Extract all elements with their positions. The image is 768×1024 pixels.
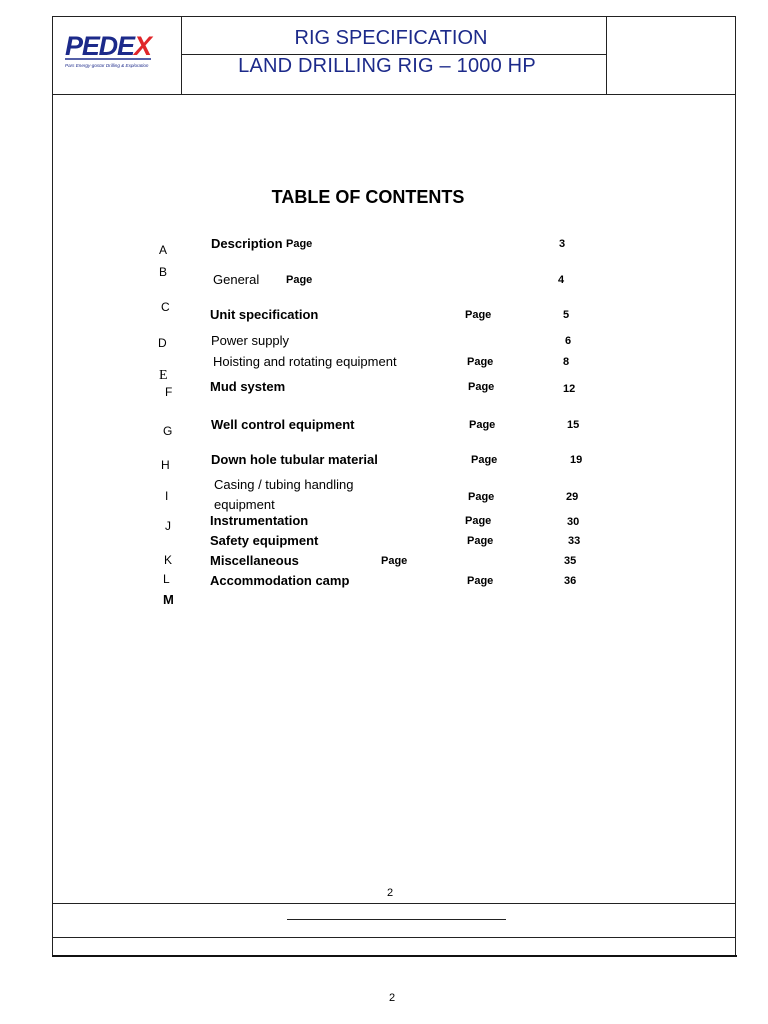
toc-page-word: Page bbox=[471, 454, 498, 466]
toc-section-letter: J bbox=[165, 519, 171, 533]
toc-page-number: 35 bbox=[564, 555, 577, 567]
toc-section-letter: H bbox=[161, 458, 170, 472]
toc-section-letter: F bbox=[165, 385, 173, 399]
toc-page-number: 6 bbox=[565, 335, 572, 347]
page-frame bbox=[52, 16, 736, 956]
document-title: RIG SPECIFICATION bbox=[294, 27, 488, 49]
toc-section-letter: B bbox=[159, 265, 168, 279]
toc-entry-label: Down hole tubular material bbox=[211, 452, 378, 467]
toc-section-letter: C bbox=[161, 300, 170, 314]
toc-page-word: Page bbox=[467, 356, 494, 368]
toc-entry-label: Miscellaneous bbox=[210, 553, 299, 568]
toc-page-number: 4 bbox=[558, 274, 565, 286]
toc-entry-label: Well control equipment bbox=[211, 417, 355, 432]
toc-section-letter: D bbox=[158, 336, 167, 350]
toc-page-number: 3 bbox=[559, 238, 566, 250]
toc-section-letter: E bbox=[159, 368, 168, 383]
toc-entry-label: Instrumentation bbox=[210, 513, 309, 528]
toc-page-number: 36 bbox=[564, 575, 577, 587]
frame-bottom-rule bbox=[52, 955, 737, 957]
toc-page-number: 5 bbox=[563, 309, 570, 321]
toc-page-number: 33 bbox=[568, 535, 581, 547]
toc-page-number: 15 bbox=[567, 419, 580, 431]
toc-section-letter: A bbox=[159, 243, 168, 257]
toc-entry-label: Mud system bbox=[210, 379, 286, 394]
toc-entry-label-continued: equipment bbox=[214, 497, 275, 512]
toc-section-letter: K bbox=[164, 553, 173, 567]
toc-page-number: 8 bbox=[563, 356, 570, 368]
toc-page-number: 12 bbox=[563, 383, 576, 395]
toc-page-number: 30 bbox=[567, 516, 580, 528]
toc-section-letter: L bbox=[163, 572, 170, 586]
title-cell bbox=[181, 17, 606, 94]
toc-section-letter: G bbox=[163, 424, 173, 438]
toc-entry-label: Hoisting and rotating equipment bbox=[213, 354, 397, 369]
toc-page-word: Page bbox=[469, 419, 496, 431]
toc-page-word: Page bbox=[467, 575, 494, 587]
toc-entry-label: Safety equipment bbox=[210, 533, 319, 548]
signature-line bbox=[287, 919, 506, 920]
toc-page-number: 29 bbox=[566, 491, 579, 503]
toc-page-number: 19 bbox=[570, 454, 583, 466]
toc-page-word: Page bbox=[468, 491, 495, 503]
toc-page-word: Page bbox=[468, 381, 495, 393]
toc-page-word: Page bbox=[465, 309, 492, 321]
footer-rule-bottom bbox=[53, 937, 735, 938]
toc-page-word: Page bbox=[381, 555, 408, 567]
toc-entry-label: Casing / tubing handling bbox=[214, 477, 354, 492]
inner-page-number: 2 bbox=[387, 887, 394, 899]
toc-section-letter: I bbox=[165, 489, 169, 503]
toc-entry-label: Power supply bbox=[211, 333, 290, 348]
header-blank-cell bbox=[606, 17, 736, 94]
svg-text:X: X bbox=[134, 31, 153, 61]
toc-page-word: Page bbox=[467, 535, 494, 547]
toc-entry-label: Description bbox=[211, 236, 283, 251]
document-subtitle: LAND DRILLING RIG – 1000 HP bbox=[238, 55, 536, 77]
toc-entry-label: Accommodation camp bbox=[210, 573, 350, 588]
toc-section-letter: M bbox=[163, 592, 174, 607]
outer-page-number: 2 bbox=[389, 992, 396, 1004]
pedex-logo bbox=[65, 31, 169, 71]
toc-page-word: Page bbox=[465, 515, 492, 527]
logo-cell bbox=[53, 17, 182, 94]
toc-title: TABLE OF CONTENTS bbox=[271, 187, 465, 207]
svg-text:Pars Energy-gostar Drilling &: Pars Energy-gostar Drilling & Exploration bbox=[65, 63, 149, 68]
footer-rule-top bbox=[53, 903, 735, 904]
svg-text:PEDE: PEDE bbox=[65, 31, 135, 61]
document-header bbox=[53, 17, 735, 95]
toc-entry-label: Unit specification bbox=[210, 307, 319, 322]
toc-page-word: Page bbox=[286, 274, 313, 286]
toc-page-word: Page bbox=[286, 238, 313, 250]
toc-entry-label: General bbox=[213, 272, 260, 287]
